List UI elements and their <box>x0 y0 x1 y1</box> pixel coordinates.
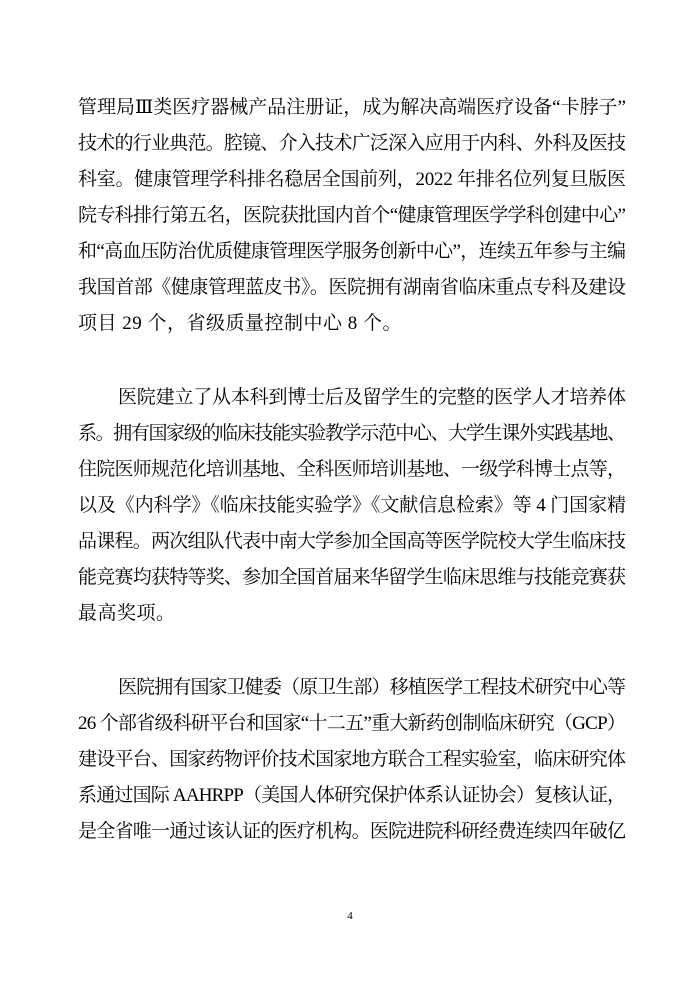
text-line <box>78 416 626 452</box>
text-line <box>78 524 626 560</box>
text-line-content: 项目 29 个，省级质量控制中心 8 个。 <box>78 313 403 334</box>
text-line <box>78 488 626 524</box>
text-line <box>78 234 626 270</box>
text-line <box>78 778 626 814</box>
paragraph <box>78 670 626 850</box>
text-line-content: 品课程。两次组队代表中南大学参加全国高等医学院校大学生临床技 <box>78 531 626 552</box>
paragraph <box>78 380 626 632</box>
text-line-content: 技术的行业典范。腔镜、介入技术广泛深入应用于内科、外科及医技 <box>78 133 626 154</box>
text-line-content: 建设平台、国家药物评价技术国家地方联合工程实验室，临床研究体 <box>78 749 626 770</box>
document-body <box>78 90 626 850</box>
text-line-content: 住院医师规范化培训基地、全科医师培训基地、一级学科博士点等， <box>78 459 626 480</box>
text-line-content: 我国首部《健康管理蓝皮书》。医院拥有湖南省临床重点专科及建设 <box>78 277 626 298</box>
text-line <box>78 90 626 126</box>
text-line <box>78 814 626 850</box>
text-line-content: 医院拥有国家卫健委（原卫生部）移植医学工程技术研究中心等 <box>118 677 626 698</box>
text-line <box>78 126 626 162</box>
text-line-content: 医院建立了从本科到博士后及留学生的完整的医学人才培养体 <box>118 387 626 408</box>
text-line <box>78 198 626 234</box>
text-line <box>78 452 626 488</box>
text-line-content: 是全省唯一通过该认证的医疗机构。医院进院科研经费连续四年破亿 <box>78 821 626 842</box>
text-line <box>78 706 626 742</box>
text-line-content: 系。拥有国家级的临床技能实验教学示范中心、大学生课外实践基地、 <box>78 423 625 444</box>
text-line-content: 院专科排行第五名，医院获批国内首个“健康管理医学学科创建中心” <box>78 205 626 226</box>
text-line-content: 管理局Ⅲ类医疗器械产品注册证，成为解决高端医疗设备“卡脖子” <box>78 97 626 118</box>
text-line <box>78 596 626 632</box>
text-line-content: 系通过国际 AAHRPP（美国人体研究保护体系认证协会）复核认证， <box>78 785 626 806</box>
text-line-content: 和“高血压防治优质健康管理医学服务创新中心”，连续五年参与主编 <box>78 241 626 262</box>
text-line-content: 能竞赛均获特等奖、参加全国首届来华留学生临床思维与技能竞赛获 <box>78 567 626 588</box>
text-line-content: 26 个部省级科研平台和国家“十二五”重大新药创制临床研究（GCP） <box>78 713 626 734</box>
text-line <box>78 742 626 778</box>
text-line <box>78 670 626 706</box>
text-line <box>78 306 626 342</box>
page-number: 4 <box>347 910 353 922</box>
text-line <box>78 270 626 306</box>
text-line-content: 以及《内科学》《临床技能实验学》《文献信息检索》等 4 门国家精 <box>78 495 626 516</box>
text-line-content: 最高奖项。 <box>78 603 176 624</box>
text-line-content: 科室。健康管理学科排名稳居全国前列，2022 年排名位列复旦版医 <box>78 169 626 190</box>
text-line <box>78 162 626 198</box>
text-line <box>78 380 626 416</box>
text-line <box>78 560 626 596</box>
paragraph <box>78 90 626 342</box>
